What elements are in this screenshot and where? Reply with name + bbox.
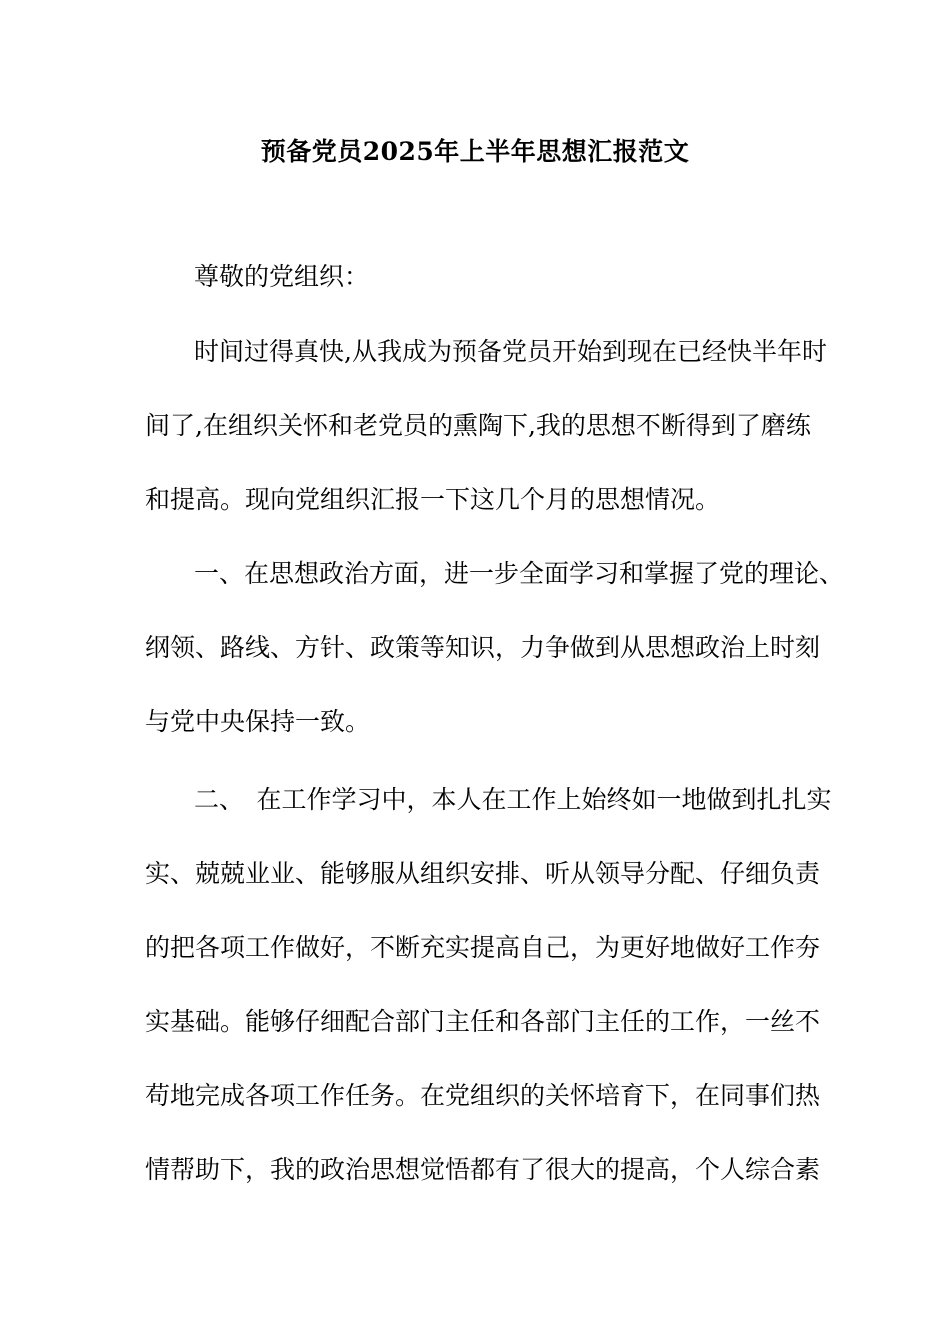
paragraph-line: 与党中央保持一致。 xyxy=(145,707,371,736)
paragraph-line: 二、 在工作学习中，本人在工作上始终如一地做到扎扎实 xyxy=(194,785,832,814)
paragraph-line: 和提高。现向党组织汇报一下这几个月的思想情况。 xyxy=(145,485,721,514)
paragraph-line: 的把各项工作做好，不断充实提高自己，为更好地做好工作夯 xyxy=(145,933,821,962)
paragraph-line: 实基础。能够仔细配合部门主任和各部门主任的工作，一丝不 xyxy=(145,1007,821,1036)
paragraph-line: 间了,在组织关怀和老党员的熏陶下,我的思想不断得到了磨练 xyxy=(145,411,811,440)
paragraph-line: 实、兢兢业业、能够服从组织安排、听从领导分配、仔细负责 xyxy=(145,859,821,888)
document-title: 预备党员2025年上半年思想汇报范文 xyxy=(260,137,690,166)
paragraph-line: 苟地完成各项工作任务。在党组织的关怀培育下，在同事们热 xyxy=(145,1081,821,1110)
paragraph-line: 情帮助下，我的政治思想觉悟都有了很大的提高，个人综合素 xyxy=(145,1155,821,1184)
paragraph-line: 纲领、路线、方针、政策等知识，力争做到从思想政治上时刻 xyxy=(145,633,821,662)
paragraph-line: 时间过得真快,从我成为预备党员开始到现在已经快半年时 xyxy=(194,337,827,366)
paragraph-line: 一、在思想政治方面，进一步全面学习和掌握了党的理论、 xyxy=(194,559,845,588)
salutation: 尊敬的党组织： xyxy=(194,262,370,291)
